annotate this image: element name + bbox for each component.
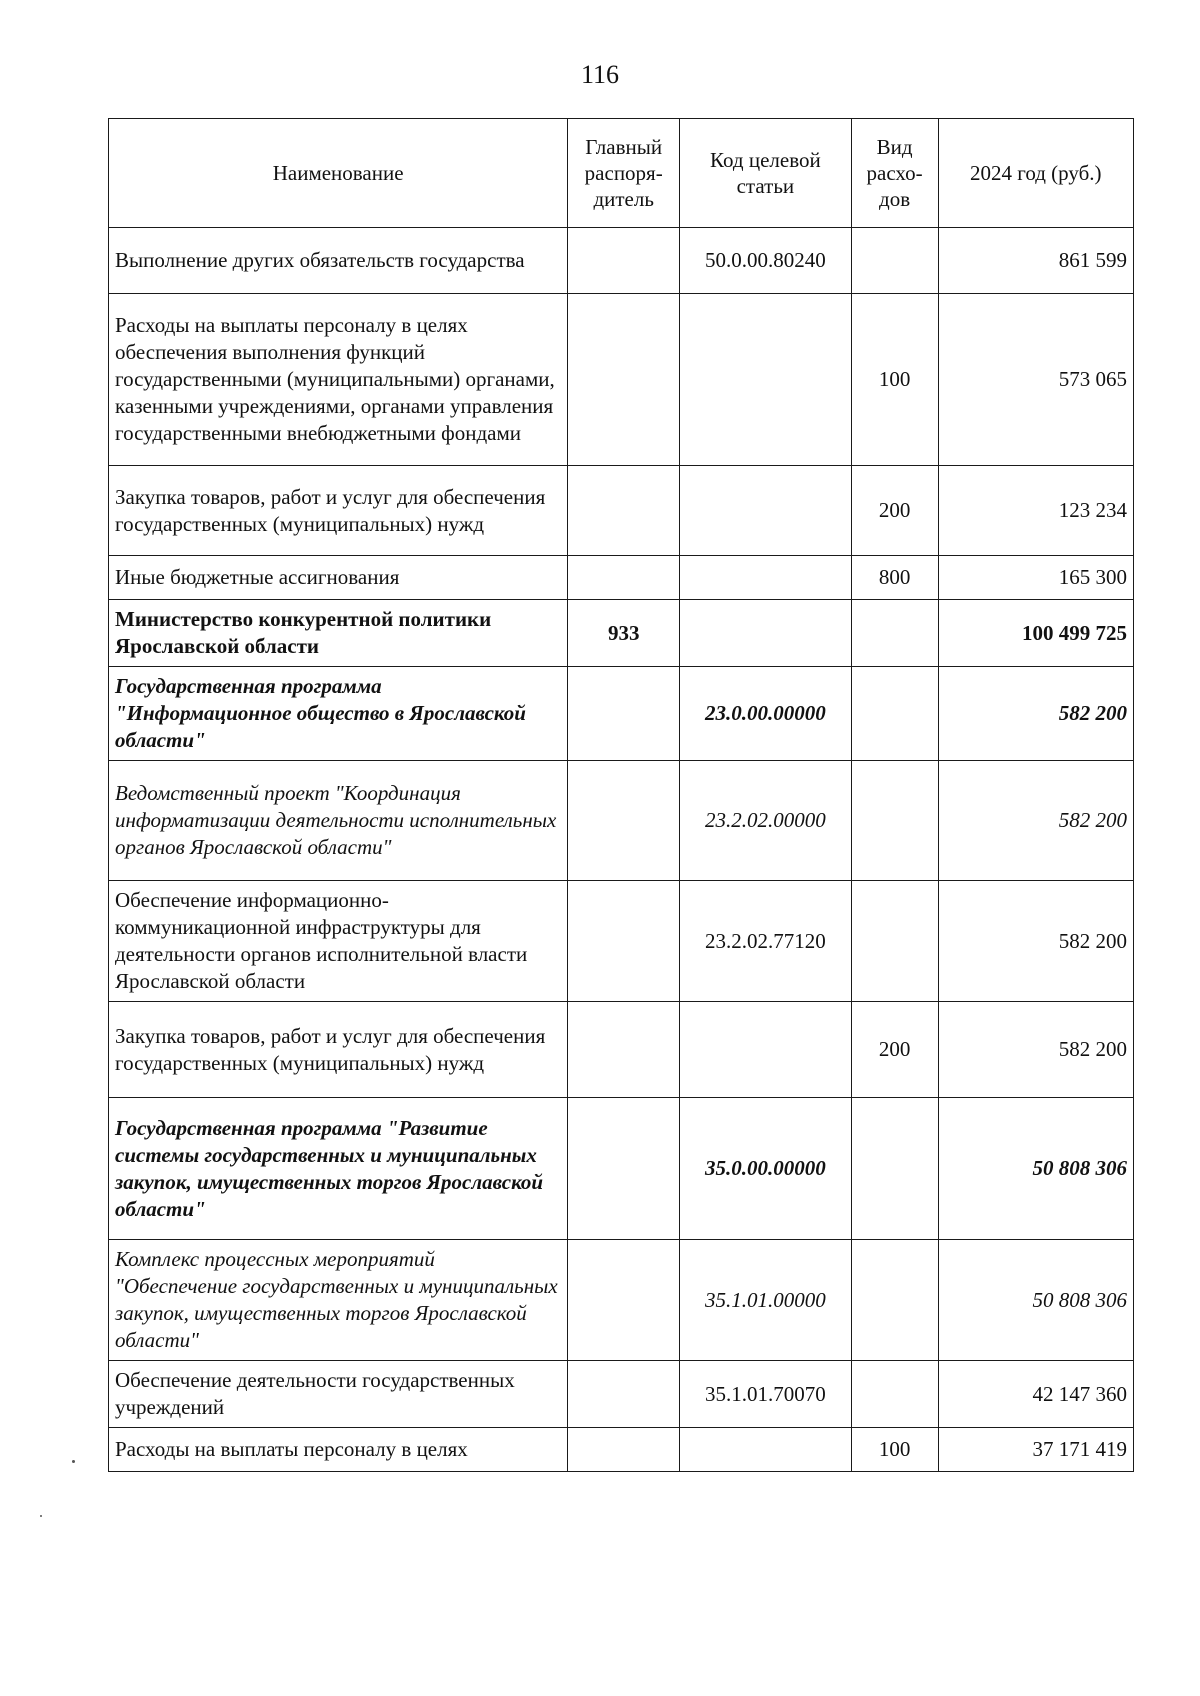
row-type: 200 (851, 1002, 938, 1098)
row-name: Обеспечение деятельности государственных учреждений (109, 1361, 568, 1428)
row-name: Государственная программа "Информационное общество в Ярославской области" (109, 667, 568, 761)
row-code (680, 294, 852, 466)
row-code: 35.1.01.70070 (680, 1361, 852, 1428)
row-type: 100 (851, 294, 938, 466)
row-amount: 123 234 (938, 466, 1133, 556)
header-year: 2024 год (руб.) (938, 119, 1133, 228)
row-manager: 933 (568, 600, 680, 667)
table-row (109, 294, 1134, 466)
row-name: Комплекс процессных мероприятий "Обеспечение государственных и муниципальных закупок, имущественных торгов Ярославской области" (109, 1240, 568, 1361)
table-body (109, 228, 1134, 1472)
row-type: 100 (851, 1428, 938, 1472)
row-manager (568, 1098, 680, 1240)
row-amount: 50 808 306 (938, 1240, 1133, 1361)
row-manager (568, 667, 680, 761)
row-name: Расходы на выплаты персоналу в целях (109, 1428, 568, 1472)
table-row (109, 761, 1134, 881)
table-row (109, 881, 1134, 1002)
header-name: Наименование (109, 119, 568, 228)
row-type (851, 881, 938, 1002)
row-name: Ведомственный проект "Координация информатизации деятельности исполнительных органов Ярославской области" (109, 761, 568, 881)
row-name: Закупка товаров, работ и услуг для обеспечения государственных (муниципальных) нужд (109, 466, 568, 556)
table-row (109, 667, 1134, 761)
table-row (109, 600, 1134, 667)
row-amount: 582 200 (938, 881, 1133, 1002)
scan-speck (72, 1460, 75, 1463)
table-row (109, 228, 1134, 294)
row-amount: 582 200 (938, 761, 1133, 881)
table-row (109, 466, 1134, 556)
budget-table (108, 118, 1134, 1472)
table-header-row (109, 119, 1134, 228)
row-amount: 582 200 (938, 1002, 1133, 1098)
table-row (109, 1002, 1134, 1098)
row-amount: 582 200 (938, 667, 1133, 761)
row-amount: 165 300 (938, 556, 1133, 600)
row-amount: 50 808 306 (938, 1098, 1133, 1240)
table-row (109, 1428, 1134, 1472)
row-code: 35.1.01.00000 (680, 1240, 852, 1361)
row-name: Министерство конкурентной политики Ярославской области (109, 600, 568, 667)
row-name: Закупка товаров, работ и услуг для обеспечения государственных (муниципальных) нужд (109, 1002, 568, 1098)
row-amount: 573 065 (938, 294, 1133, 466)
row-code (680, 466, 852, 556)
row-amount: 100 499 725 (938, 600, 1133, 667)
row-manager (568, 556, 680, 600)
row-type (851, 228, 938, 294)
table-row (109, 1240, 1134, 1361)
table-row (109, 556, 1134, 600)
row-type: 800 (851, 556, 938, 600)
row-code: 23.0.00.00000 (680, 667, 852, 761)
row-code (680, 1428, 852, 1472)
row-name: Иные бюджетные ассигнования (109, 556, 568, 600)
row-manager (568, 761, 680, 881)
page-number: 116 (580, 60, 620, 89)
row-code: 23.2.02.77120 (680, 881, 852, 1002)
scan-speck (40, 1515, 42, 1517)
row-type (851, 761, 938, 881)
row-name: Государственная программа "Развитие системы государственных и муниципальных закупок, имущественных торгов Ярославской области" (109, 1098, 568, 1240)
row-manager (568, 1002, 680, 1098)
row-code: 35.0.00.00000 (680, 1098, 852, 1240)
header-code: Код целевой статьи (680, 119, 852, 228)
row-type (851, 1361, 938, 1428)
row-code: 23.2.02.00000 (680, 761, 852, 881)
row-amount: 37 171 419 (938, 1428, 1133, 1472)
header-type: Вид расхо-дов (851, 119, 938, 228)
row-manager (568, 1428, 680, 1472)
row-type: 200 (851, 466, 938, 556)
row-manager (568, 1361, 680, 1428)
table-row (109, 1361, 1134, 1428)
row-manager (568, 228, 680, 294)
row-name: Расходы на выплаты персоналу в целях обеспечения выполнения функций государственными (муниципальными) органами, казенными учреждениями, органами управления государственными внебюджетными фондами (109, 294, 568, 466)
row-manager (568, 1240, 680, 1361)
row-manager (568, 466, 680, 556)
row-name: Обеспечение информационно-коммуникационной инфраструктуры для деятельности органов исполнительной власти Ярославской области (109, 881, 568, 1002)
row-code (680, 600, 852, 667)
row-amount: 42 147 360 (938, 1361, 1133, 1428)
row-type (851, 1240, 938, 1361)
row-type (851, 1098, 938, 1240)
header-manager: Главный распоря-дитель (568, 119, 680, 228)
table-row (109, 1098, 1134, 1240)
row-type (851, 600, 938, 667)
row-name: Выполнение других обязательств государства (109, 228, 568, 294)
row-manager (568, 881, 680, 1002)
row-code: 50.0.00.80240 (680, 228, 852, 294)
row-amount: 861 599 (938, 228, 1133, 294)
row-code (680, 556, 852, 600)
row-manager (568, 294, 680, 466)
row-type (851, 667, 938, 761)
row-code (680, 1002, 852, 1098)
